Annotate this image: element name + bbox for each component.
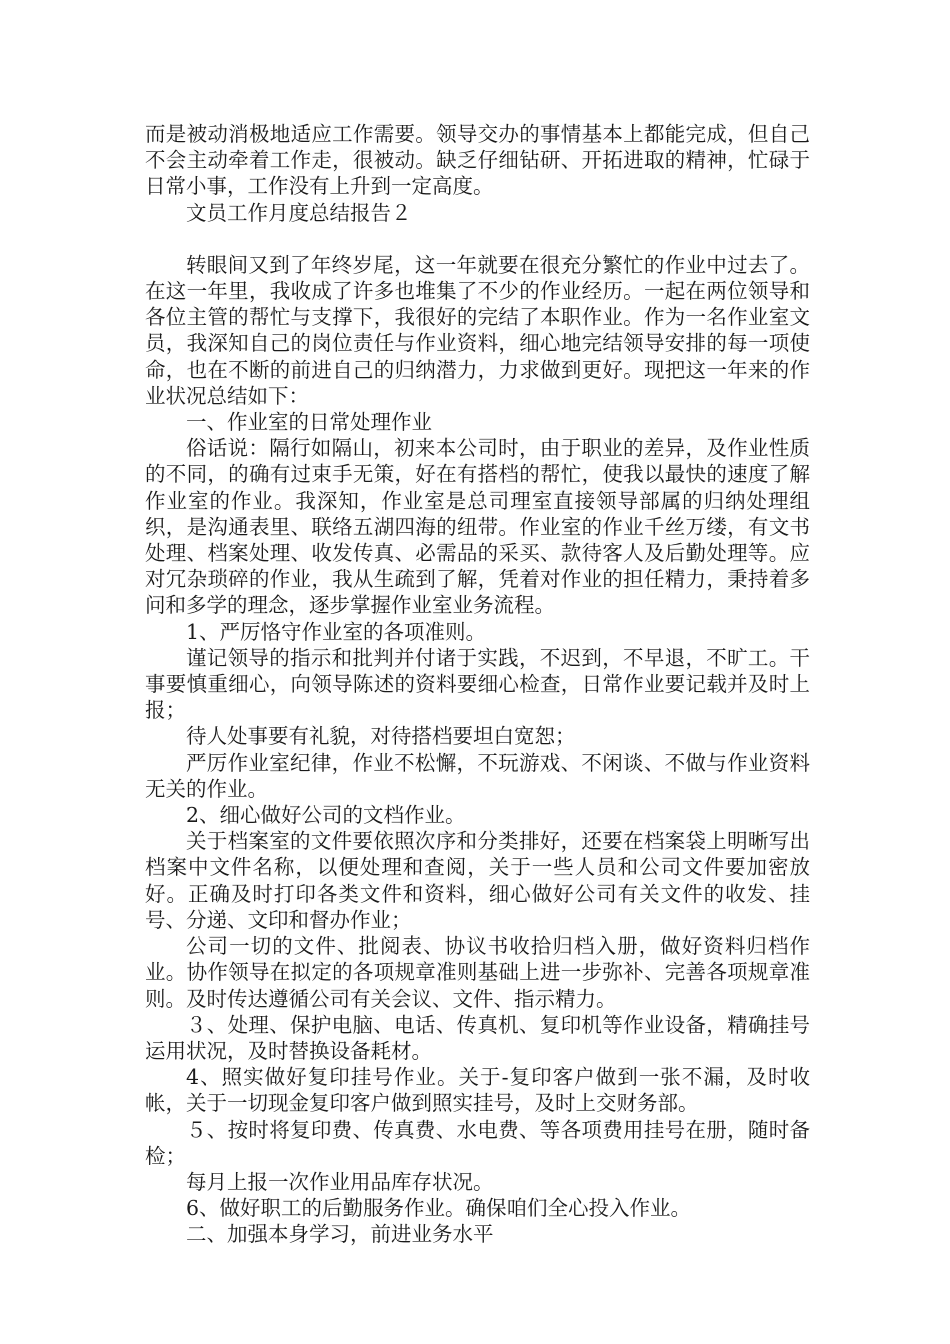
- body-paragraph: 待人处事要有礼貌，对待搭档要坦白宽恕；: [186, 724, 576, 749]
- body-paragraph: 严厉作业室纪律，作业不松懈，不玩游戏、不闲谈、不做与作业资料无关的作业。: [145, 750, 810, 801]
- body-paragraph: 谨记领导的指示和批判并付诸于实践，不迟到，不早退，不旷工。干事要慎重细心，向领导陈述的资料要细心检查，日常作业要记载并及时上报；: [145, 645, 810, 723]
- list-item: ５、按时将复印费、传真费、水电费、等各项费用挂号在册，随时备检；: [145, 1117, 810, 1168]
- document-title: 文员工作月度总结报告２: [186, 200, 412, 225]
- list-item: ３、处理、保护电脑、电话、传真机、复印机等作业设备，精确挂号运用状况，及时替换设备耗材。: [145, 1012, 810, 1063]
- body-paragraph: 俗话说：隔行如隔山，初来本公司时，由于职业的差异，及作业性质的不同，的确有过束手无策，好在有搭档的帮忙，使我以最快的速度了解作业室的作业。我深知，作业室是总司理室直接领导部属的归纳处理组织，是沟通表里、联络五湖四海的纽带。作业室的作业千丝万缕，有文书处理、档案处理、收发传真、必需品的采买、款待客人及后勤处理等。应对冗杂琐碎的作业，我从生疏到了解，凭着对作业的担任精力，秉持着多问和多学的理念，逐步掌握作业室业务流程。: [145, 436, 810, 618]
- list-item-heading: 2、细心做好公司的文档作业。: [186, 803, 466, 828]
- section-heading: 二、加强本身学习，前进业务水平: [186, 1222, 494, 1247]
- document-page: [145, 121, 810, 1248]
- body-paragraph: 转眼间又到了年终岁尾，这一年就要在很充分繁忙的作业中过去了。在这一年里，我收成了许多也堆集了不少的作业经历。一起在两位领导和各位主管的帮忙与支撑下，我很好的完结了本职作业。作为一名作业室文员，我深知自己的岗位责任与作业资料，细心地完结领导安排的每一项使命，也在不断的前进自己的归纳潜力，力求做到更好。现把这一年来的作业状况总结如下：: [145, 252, 810, 408]
- body-paragraph: 公司一切的文件、批阅表、协议书收拾归档入册，做好资料归档作业。协作领导在拟定的各项规章准则基础上进一步弥补、完善各项规章准则。及时传达遵循公司有关会议、文件、指示精力。: [145, 934, 810, 1011]
- list-item: 4、照实做好复印挂号作业。关于-复印客户做到一张不漏，及时收帐，关于一切现金复印客户做到照实挂号，及时上交财务部。: [145, 1065, 810, 1116]
- continuation-paragraph: 而是被动消极地适应工作需要。领导交办的事情基本上都能完成，但自己不会主动牵着工作走，很被动。缺乏仔细钻研、开拓进取的精神，忙碌于日常小事，工作没有上升到一定高度。: [145, 122, 810, 199]
- section-heading: 一、作业室的日常处理作业: [186, 410, 432, 435]
- list-item-heading: 1、严厉恪守作业室的各项准则。: [186, 619, 487, 644]
- list-item: 6、做好职工的后勤服务作业。确保咱们全心投入作业。: [186, 1196, 692, 1221]
- body-paragraph: 关于档案室的文件要依照次序和分类排好，还要在档案袋上明晰写出档案中文件名称，以便处理和查阅，关于一些人员和公司文件要加密放好。正确及时打印各类文件和资料，细心做好公司有关文件的收发、挂号、分递、文印和督办作业；: [145, 829, 810, 932]
- body-paragraph: 每月上报一次作业用品库存状况。: [186, 1169, 494, 1194]
